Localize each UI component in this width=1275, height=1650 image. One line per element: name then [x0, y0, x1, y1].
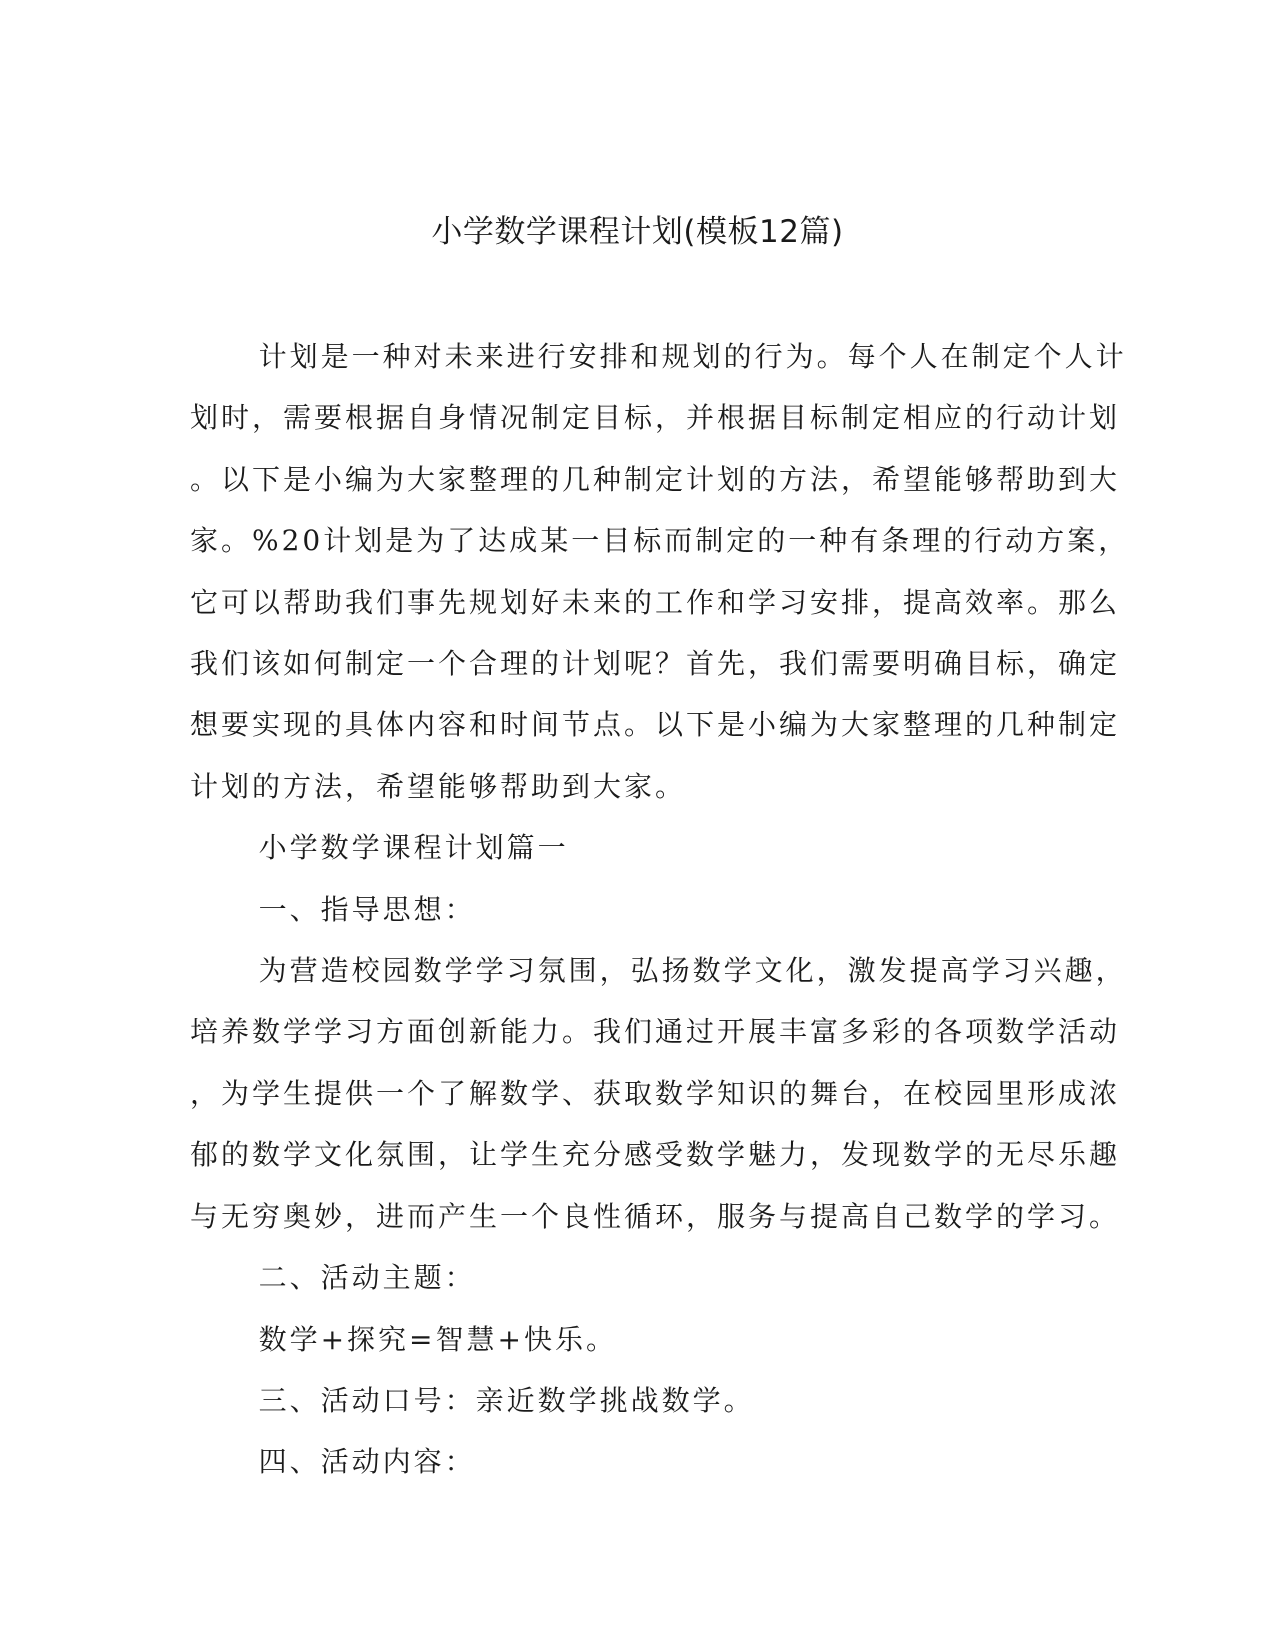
text-line: ，为学生提供一个了解数学、获取数学知识的舞台，在校园里形成浓	[190, 1076, 1121, 1110]
document-body	[190, 326, 1130, 1493]
text-line: 。以下是小编为大家整理的几种制定计划的方法，希望能够帮助到大	[190, 462, 1121, 496]
guide-paragraph	[190, 940, 1127, 1001]
text-line: 家。%20计划是为了达成某一目标而制定的一种有条理的行动方案，	[190, 524, 1130, 558]
text-line: 计划是一种对未来进行安排和规划的行为。每个人在制定个人计	[258, 340, 1127, 373]
intro-paragraph	[190, 326, 1127, 387]
text-line: 郁的数学文化氛围，让学生充分感受数学魅力，发现数学的无尽乐趣	[190, 1138, 1121, 1172]
text-line: 它可以帮助我们事先规划好未来的工作和学习安排，提高效率。那么	[190, 585, 1121, 619]
heading-guiding-ideology: 一、指导思想：	[258, 892, 476, 926]
heading-activity-content: 四、活动内容：	[258, 1445, 476, 1479]
text-line: 与无穷奥妙，进而产生一个良性循环，服务与提高自己数学的学习。	[190, 1199, 1121, 1233]
intro-paragraph-continued	[190, 387, 1130, 817]
guide-paragraph-continued	[190, 1001, 1121, 1247]
activity-slogan: 三、活动口号：亲近数学挑战数学。	[258, 1383, 755, 1417]
text-line: 想要实现的具体内容和时间节点。以下是小编为大家整理的几种制定	[190, 708, 1121, 742]
text-line: 划时，需要根据自身情况制定目标，并根据目标制定相应的行动计划	[190, 401, 1121, 435]
activity-theme: 数学+探究=智慧+快乐。	[258, 1322, 617, 1356]
text-line: 为营造校园数学学习氛围，弘扬数学文化，激发提高学习兴趣，	[258, 954, 1127, 988]
text-line: 计划的方法，希望能够帮助到大家。	[190, 769, 687, 803]
heading-activity-theme: 二、活动主题：	[258, 1261, 476, 1295]
text-line: 我们该如何制定一个合理的计划呢？首先，我们需要明确目标，确定	[190, 647, 1121, 681]
document-title: 小学数学课程计划(模板12篇)	[431, 214, 844, 250]
text-line: 培养数学学习方面创新能力。我们通过开展丰富多彩的各项数学活动	[190, 1015, 1121, 1049]
section-title: 小学数学课程计划篇一	[258, 831, 569, 865]
